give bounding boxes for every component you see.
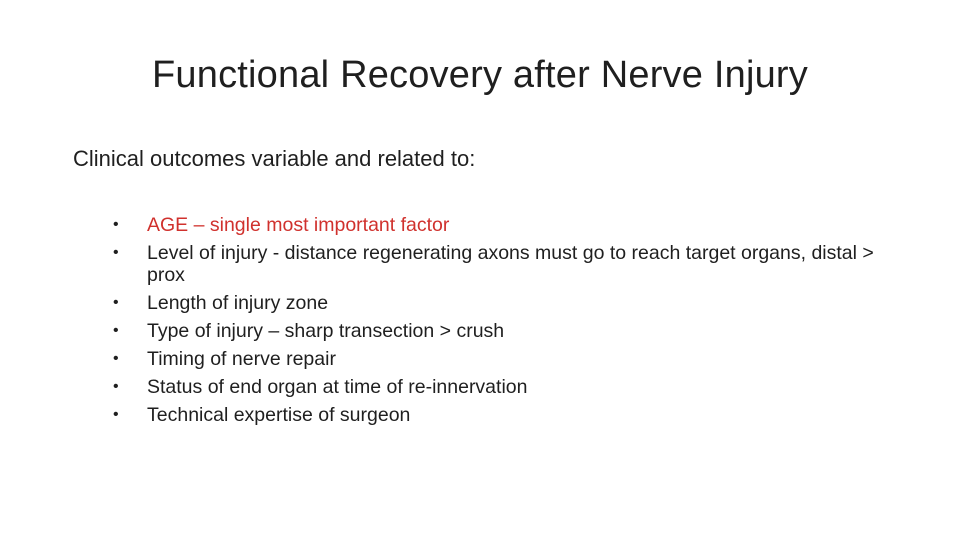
bullet-text: Status of end organ at time of re-innervation (147, 376, 528, 398)
bullet-text: AGE – single most important factor (147, 214, 450, 236)
bullet-text: Technical expertise of surgeon (147, 404, 411, 426)
bullet-text: Timing of nerve repair (147, 348, 336, 370)
list-item (110, 376, 910, 398)
bullet-text: Type of injury – sharp transection > crush (147, 320, 505, 342)
bullet-text: Level of injury - distance regenerating axons must go to reach target organs, distal > prox (147, 242, 874, 286)
bullet-icon: • (113, 216, 119, 233)
list-item (110, 242, 910, 286)
bullet-icon: • (113, 406, 119, 423)
list-item (110, 214, 910, 236)
bullet-icon: • (113, 322, 119, 339)
bullet-icon: • (113, 378, 119, 395)
bullet-icon: • (113, 294, 119, 311)
bullet-icon: • (113, 350, 119, 367)
list-item (110, 320, 910, 342)
bullet-text: Length of injury zone (147, 292, 329, 314)
bullet-icon: • (113, 244, 119, 261)
list-item (110, 404, 910, 426)
slide-title: Functional Recovery after Nerve Injury (152, 54, 808, 96)
list-item (110, 292, 910, 314)
list-item (110, 348, 910, 370)
intro-text: Clinical outcomes variable and related to: (73, 146, 476, 171)
bullet-list (110, 214, 910, 432)
